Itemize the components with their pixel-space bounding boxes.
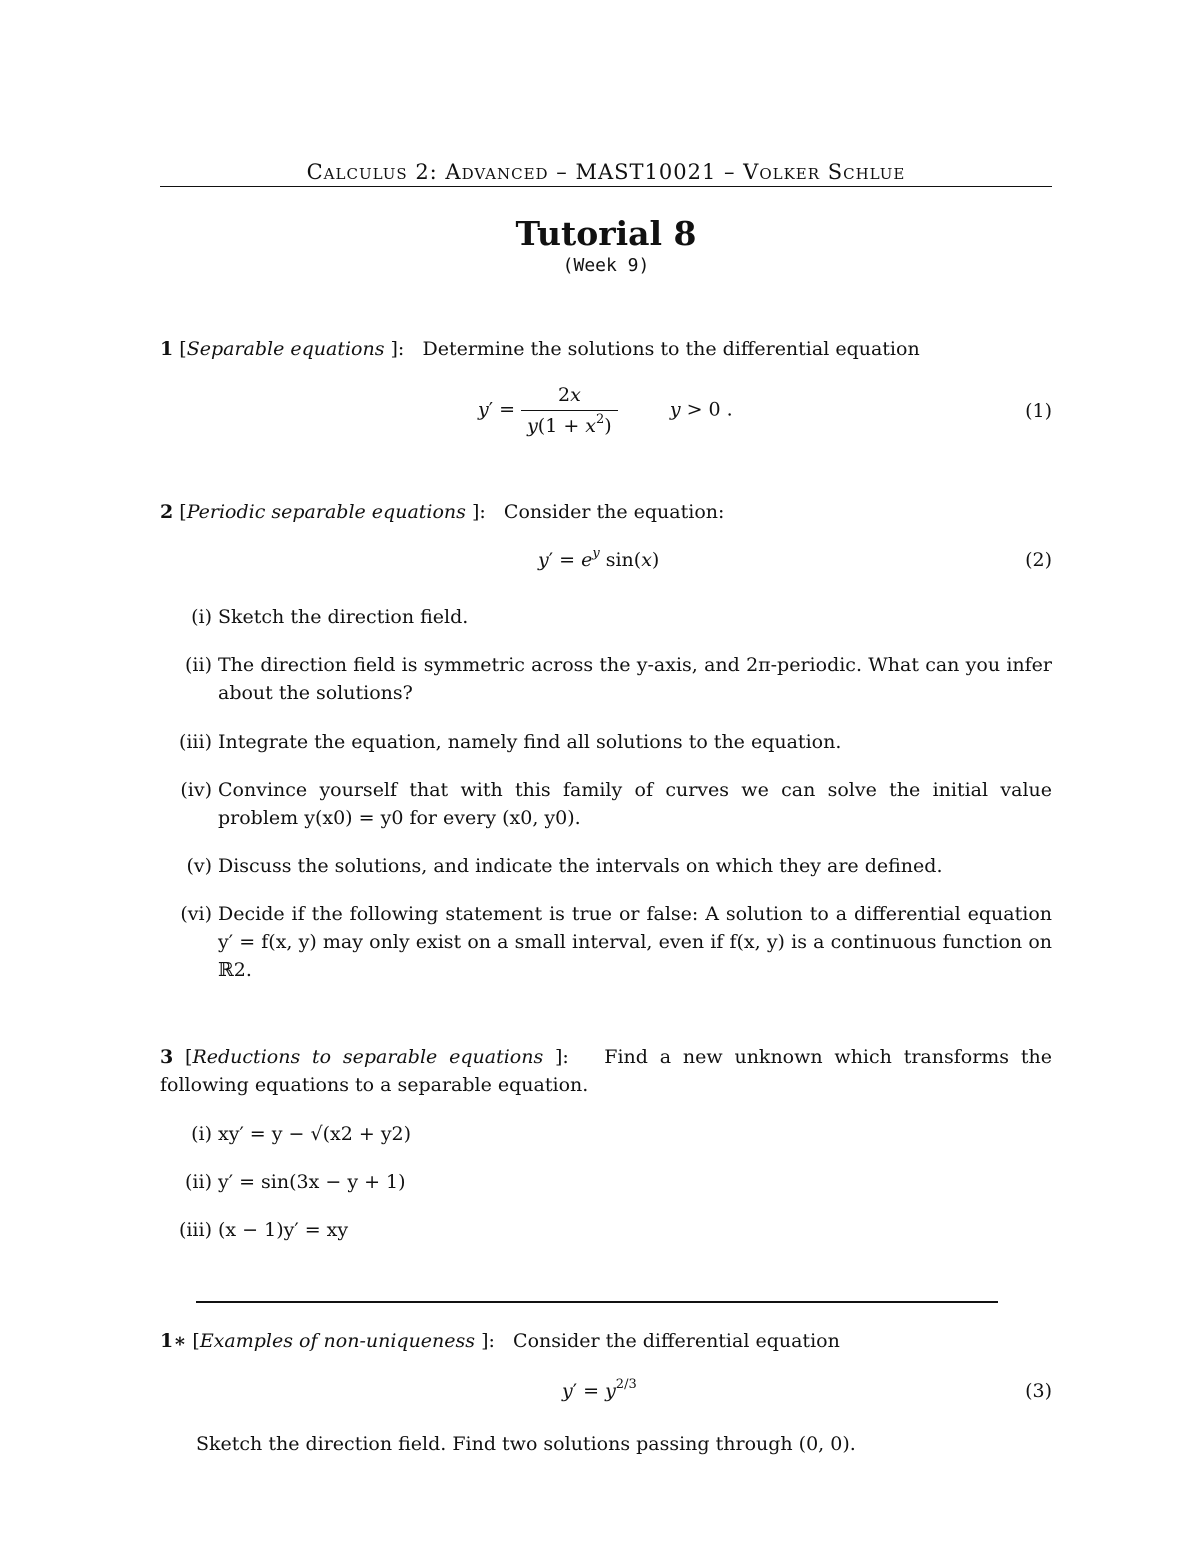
section-divider <box>196 1301 998 1303</box>
fraction: $\frac{2x}{y(1 + x^2)}$ <box>521 384 618 437</box>
question-prompt: Consider the equation: <box>503 501 725 523</box>
equation-number: (1) <box>1025 400 1052 422</box>
list-item: (v) Discuss the solutions, and indicate the intervals on which they are defined. <box>186 855 943 877</box>
equation-3-body: $y' = y^{2/3}$ <box>562 1377 637 1402</box>
question-1-heading: 1 [Separable equations ]: Determine the solutions to the differential equation <box>160 338 920 360</box>
question-tag: Examples of non-uniqueness <box>199 1330 476 1352</box>
question-number: 1 <box>160 338 174 360</box>
equation-2 <box>160 546 1052 579</box>
question-prompt: Consider the differential equation <box>513 1330 840 1352</box>
list-item: (ii) The direction field is symmetric across the y-axis, and 2π-periodic. What can you infer about the solutions? <box>185 654 1052 704</box>
question-tag: Periodic separable equations <box>186 501 466 523</box>
list-item: (i) Sketch the direction field. <box>191 606 469 628</box>
question-tag: Separable equations <box>186 338 385 360</box>
equation-number: (2) <box>1025 549 1052 571</box>
course-header: Calculus 2: Advanced – MAST10021 – Volker Schlue <box>306 160 906 184</box>
question-number: 2 <box>160 501 174 523</box>
header-rule <box>160 186 1052 187</box>
page-subtitle: (Week 9) <box>562 255 650 276</box>
list-item: (vi) Decide if the following statement is true or false: A solution to a differential equation y′ = f(x, y) may only exist on a small interval, even if f(x, y) is a continuous function on ℝ2. <box>180 903 1052 981</box>
list-item: (iv) Convince yourself that with this family of curves we can solve the initial value problem y(x0) = y0 for every (x0, y0). <box>180 779 1052 829</box>
page-title: Tutorial 8 <box>515 214 697 253</box>
equation-1 <box>160 384 1052 440</box>
list-item: (ii) y′ = sin(3x − y + 1) <box>185 1171 406 1193</box>
equation-2-body: $y' = e^y$ sin(x) <box>538 546 660 571</box>
list-item: (iii) (x − 1)y′ = xy <box>178 1219 349 1241</box>
question-prompt: Find a new unknown which transforms the following equations to a separable equation. <box>160 1046 1052 1096</box>
equation-number: (3) <box>1025 1380 1052 1402</box>
equation-1-body: y′ = $\frac{2x}{y(1 + x^2)}$ y > 0 . <box>478 384 733 437</box>
question-1-star-closing: Sketch the direction field. Find two solutions passing through (0, 0). <box>196 1433 856 1455</box>
list-item: (i) xy′ = y − √(x2 + y2) <box>191 1123 412 1145</box>
question-number: 1∗ <box>160 1330 187 1352</box>
question-tag: Reductions to separable equations <box>192 1046 544 1068</box>
question-prompt: Determine the solutions to the differential equation <box>422 338 920 360</box>
question-1-star-heading: 1∗ [Examples of non-uniqueness ]: Consider the differential equation <box>160 1330 840 1352</box>
question-2-heading: 2 [Periodic separable equations ]: Consider the equation: <box>160 501 725 523</box>
question-3-heading: 3 [Reductions to separable equations ]: Find a new unknown which transforms the following equations to a separable equation. <box>160 1046 1052 1096</box>
list-item: (iii) Integrate the equation, namely find all solutions to the equation. <box>178 731 842 753</box>
equation-3 <box>160 1378 1052 1410</box>
question-number: 3 <box>160 1046 174 1068</box>
